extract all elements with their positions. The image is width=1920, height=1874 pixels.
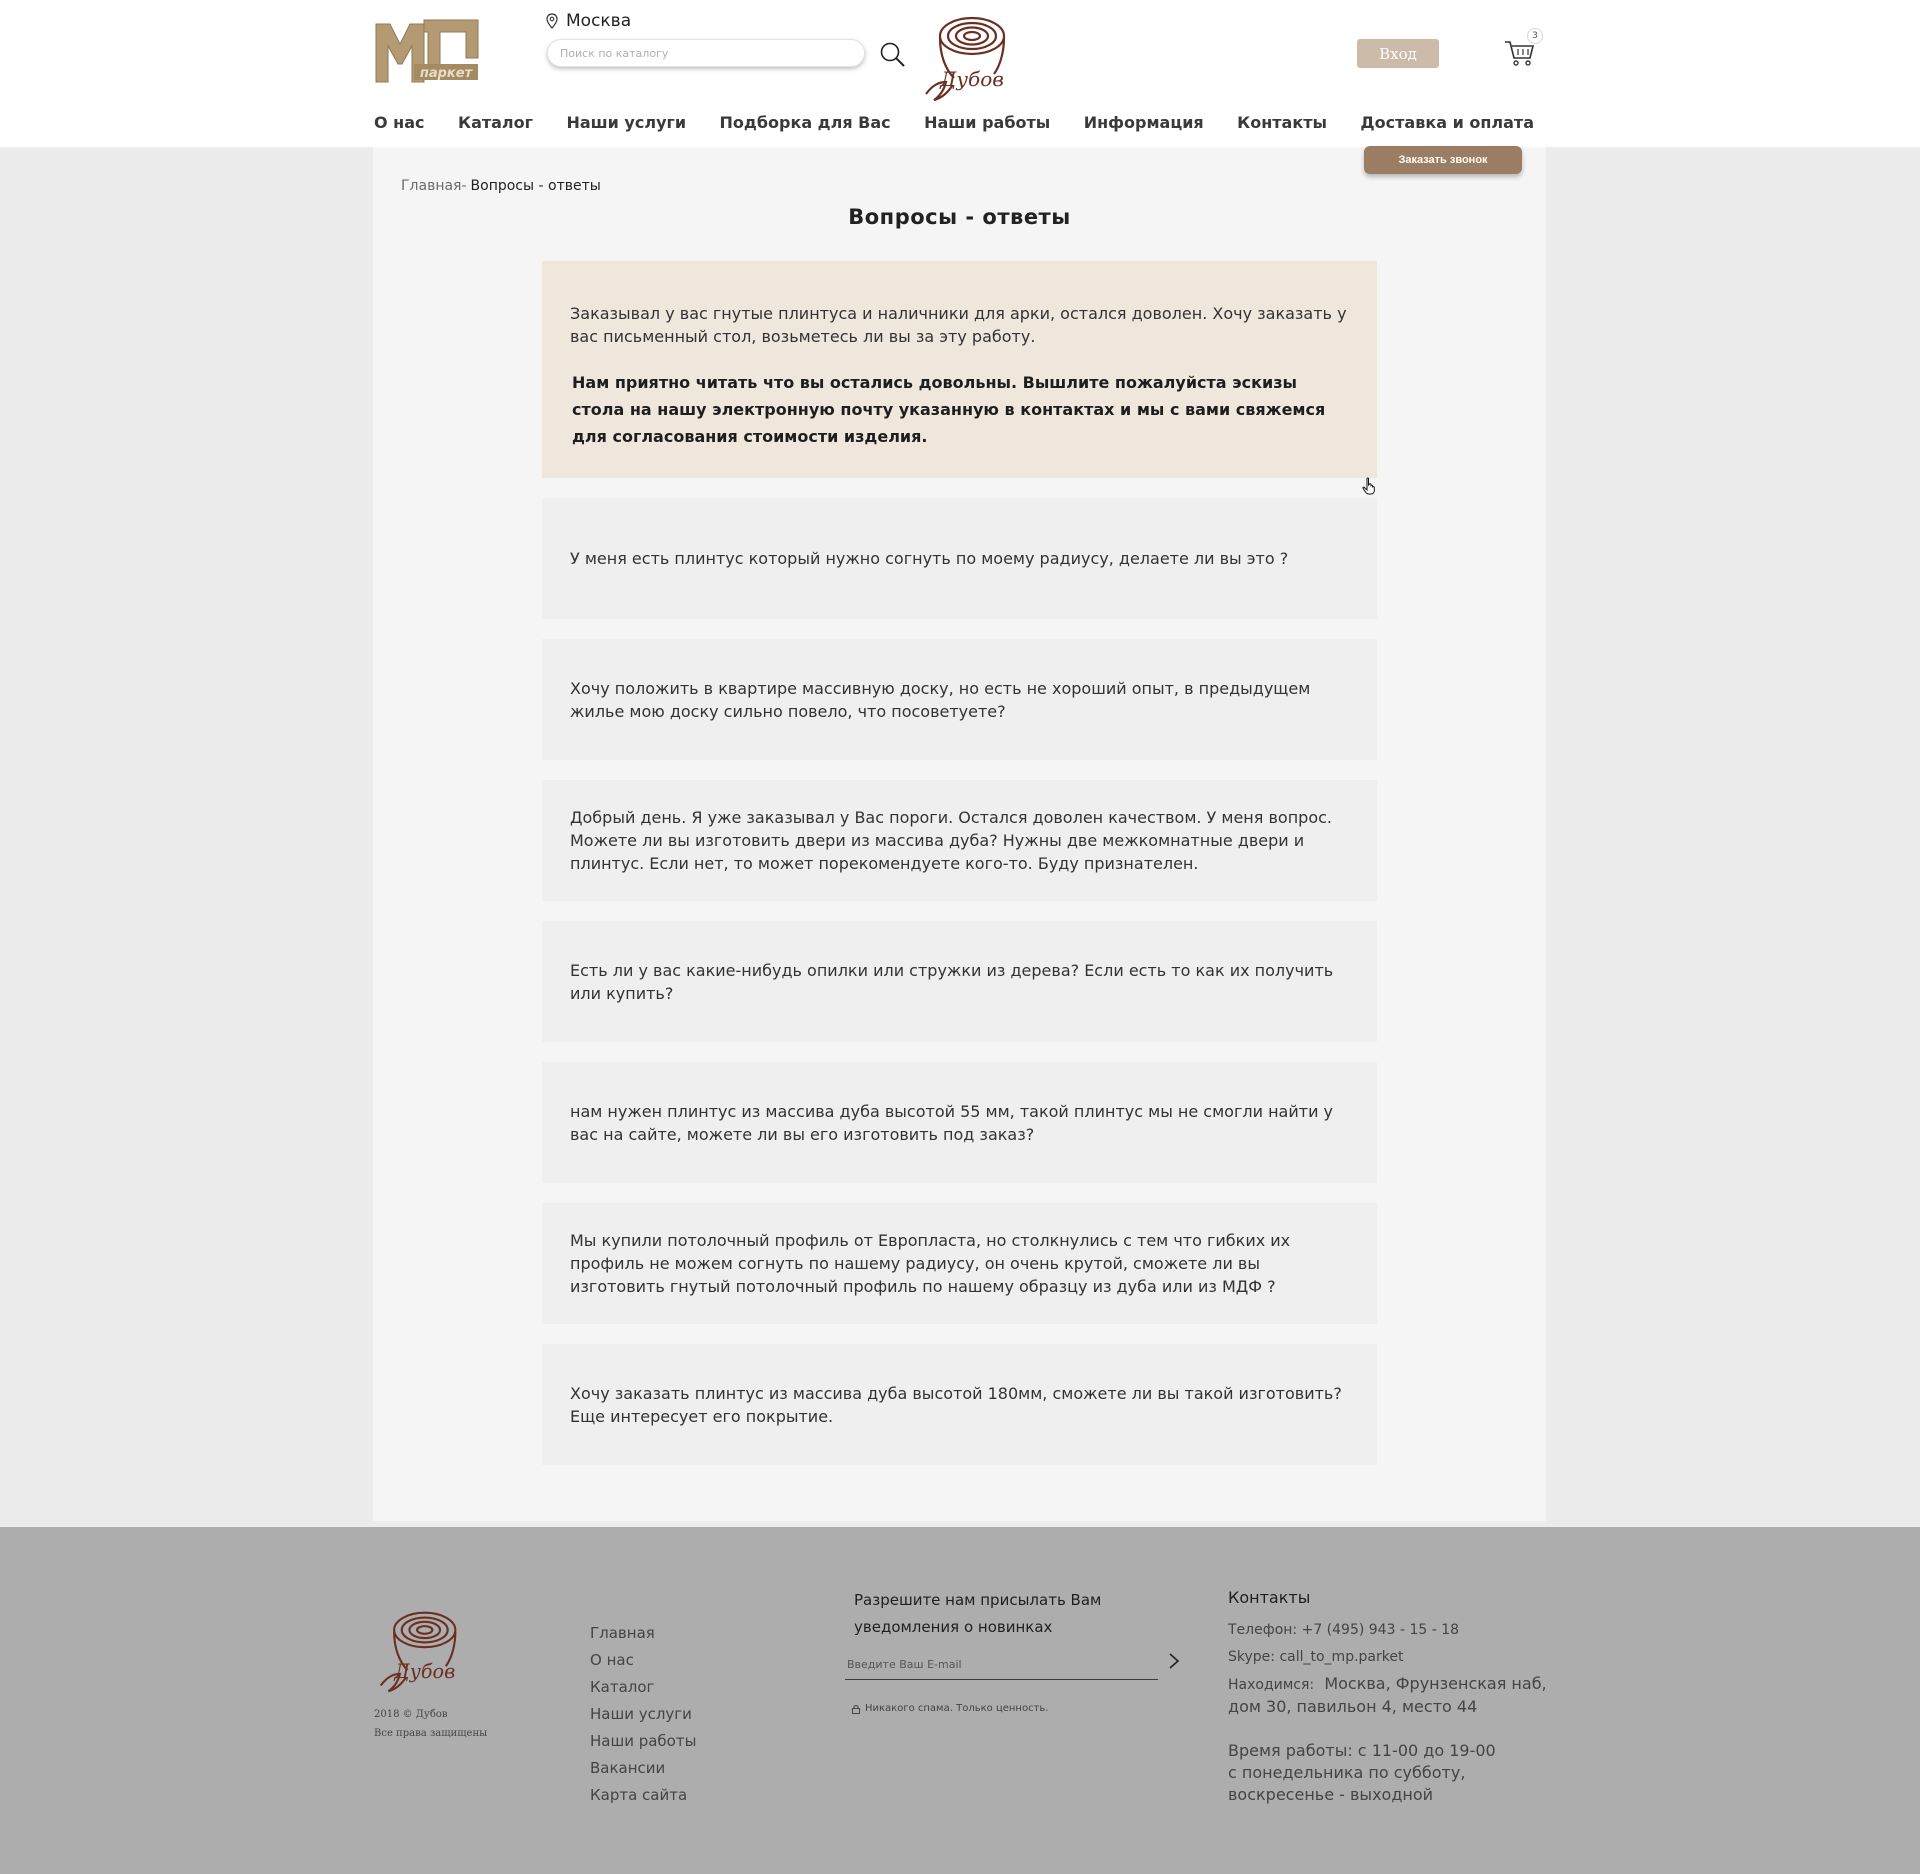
search-input[interactable]: [547, 39, 865, 67]
copyright: [374, 1705, 487, 1743]
breadcrumb-current: Вопросы - ответы: [470, 178, 601, 194]
svg-text:Дубов: Дубов: [940, 67, 1004, 91]
mp-parket-logo[interactable]: [374, 18, 480, 84]
subscribe-title: Разрешите нам присылать Вам уведомления о новинках: [854, 1591, 1102, 1636]
callback-button[interactable]: Заказать звонок: [1364, 146, 1522, 174]
faq-question: Мы купили потолочный профиль от Европласта, но столкнулись с тем что гибких их профиль не можем согнуть по нашему радиусу, он очень крутой, сможете ли вы изготовить гнутый потолочный профиль по нашему образцу из дуба или из МДФ ?: [570, 1231, 1291, 1296]
site-header: [0, 0, 1920, 147]
faq-question: Заказывал у вас гнутые плинтуса и наличники для арки, остался доволен. Хочу заказать у вас письменный стол, возьметесь ли вы за эту работу.: [570, 304, 1347, 346]
contact-address: [1228, 1673, 1568, 1718]
chevron-right-icon[interactable]: [1166, 1652, 1182, 1670]
contact-skype[interactable]: Skype: call_to_mp.parket: [1228, 1649, 1404, 1665]
email-field[interactable]: [845, 1650, 1158, 1680]
location-pin-icon: [546, 13, 558, 29]
faq-item-open[interactable]: [542, 261, 1377, 478]
svg-text:паркет: паркет: [419, 66, 473, 81]
hand-cursor-icon: [1362, 477, 1376, 495]
faq-answer: Нам приятно читать что вы остались довольны. Вышлите пожалуйста эскизы стола на нашу электронную почту указанную в контактах и мы с вами свяжемся для согласования стоимости изделия.: [572, 373, 1326, 446]
dubov-logo[interactable]: [918, 12, 1014, 104]
main-nav: [374, 108, 1534, 136]
lock-icon: [852, 1704, 860, 1714]
nav-item-selection[interactable]: Подборка для Вас: [719, 112, 891, 132]
footer-dubov-logo[interactable]: [372, 1607, 466, 1695]
faq-item[interactable]: [542, 498, 1377, 619]
contacts-title: Контакты: [1228, 1588, 1311, 1607]
contact-phone[interactable]: Телефон: +7 (495) 943 - 15 - 18: [1228, 1622, 1460, 1638]
breadcrumb-home[interactable]: Главная-: [401, 178, 467, 194]
site-footer: [0, 1527, 1920, 1874]
no-spam-text: Никакого спама. Только ценность.: [865, 1703, 1049, 1714]
faq-question: Хочу положить в квартире массивную доску, но есть не хороший опыт, в предыдущем жилье мою доску сильно повело, что посоветуете?: [570, 678, 1311, 721]
footer-link-vacancies[interactable]: Вакансии: [590, 1759, 666, 1777]
no-spam-note: [852, 1703, 1049, 1714]
footer-link-sitemap[interactable]: Карта сайта: [590, 1786, 688, 1804]
faq-question: Хочу заказать плинтус из массива дуба высотой 180мм, сможете ли вы такой изготовить? Еще интересует его покрытие.: [570, 1383, 1342, 1426]
copyright-rights: Все права защищены: [374, 1728, 488, 1739]
footer-contacts: [1228, 1588, 1568, 1806]
faq-item[interactable]: [542, 1203, 1377, 1324]
footer-link-works[interactable]: Наши работы: [590, 1732, 697, 1750]
faq-question: У меня есть плинтус который нужно согнуть по моему радиусу, делаете ли вы это ?: [570, 549, 1289, 568]
svg-text:Дубов: Дубов: [394, 1659, 456, 1683]
faq-list: [542, 261, 1377, 1485]
city-name: Москва: [566, 11, 632, 31]
nav-item-catalog[interactable]: Каталог: [457, 112, 533, 132]
footer-link-services[interactable]: Наши услуги: [590, 1705, 692, 1723]
faq-item[interactable]: [542, 780, 1377, 901]
faq-item[interactable]: [542, 1344, 1377, 1465]
nav-item-about[interactable]: О нас: [374, 112, 425, 132]
faq-question: Добрый день. Я уже заказывал у Вас пороги. Остался доволен качеством. У меня вопрос. Можете ли вы изготовить двери из массива дуба? Нужны две межкомнатные двери и плинтус. Если нет, то может порекомендуете кого-то. Буду признателен.: [570, 808, 1332, 873]
login-button[interactable]: Вход: [1357, 39, 1439, 68]
address-value: Москва, Фрунзенская наб, дом 30, павильон 4, место 44: [1228, 1674, 1547, 1716]
footer-link-about[interactable]: О нас: [590, 1651, 634, 1669]
footer-links: [590, 1620, 696, 1809]
nav-item-works[interactable]: Наши работы: [924, 112, 1051, 132]
faq-item[interactable]: [542, 921, 1377, 1042]
search-icon[interactable]: [879, 41, 907, 69]
nav-item-services[interactable]: Наши услуги: [566, 112, 687, 132]
faq-item[interactable]: [542, 1062, 1377, 1183]
page-title: Вопросы - ответы: [848, 205, 1071, 229]
working-hours: Время работы: с 11-00 до 19-00 с понедельника по субботу, воскресенье - выходной: [1228, 1741, 1496, 1804]
nav-item-info[interactable]: Информация: [1083, 112, 1204, 132]
nav-item-delivery[interactable]: Доставка и оплата: [1360, 112, 1534, 132]
address-label: Находимся:: [1228, 1677, 1315, 1693]
cart-count-badge: 3: [1527, 28, 1543, 44]
faq-question: нам нужен плинтус из массива дуба высотой 55 мм, такой плинтус мы не смогли найти у вас на сайте, можете ли вы его изготовить под заказ?: [570, 1101, 1334, 1144]
faq-item[interactable]: [542, 639, 1377, 760]
footer-link-catalog[interactable]: Каталог: [590, 1678, 655, 1696]
copyright-year: 2018 © Дубов: [374, 1709, 448, 1720]
breadcrumb: [401, 178, 601, 194]
nav-item-contacts[interactable]: Контакты: [1237, 112, 1327, 132]
city-selector[interactable]: [546, 10, 631, 32]
faq-question: Есть ли у вас какие-нибудь опилки или стружки из дерева? Если есть то как их получить или купить?: [570, 960, 1334, 1003]
footer-link-home[interactable]: Главная: [590, 1624, 655, 1642]
